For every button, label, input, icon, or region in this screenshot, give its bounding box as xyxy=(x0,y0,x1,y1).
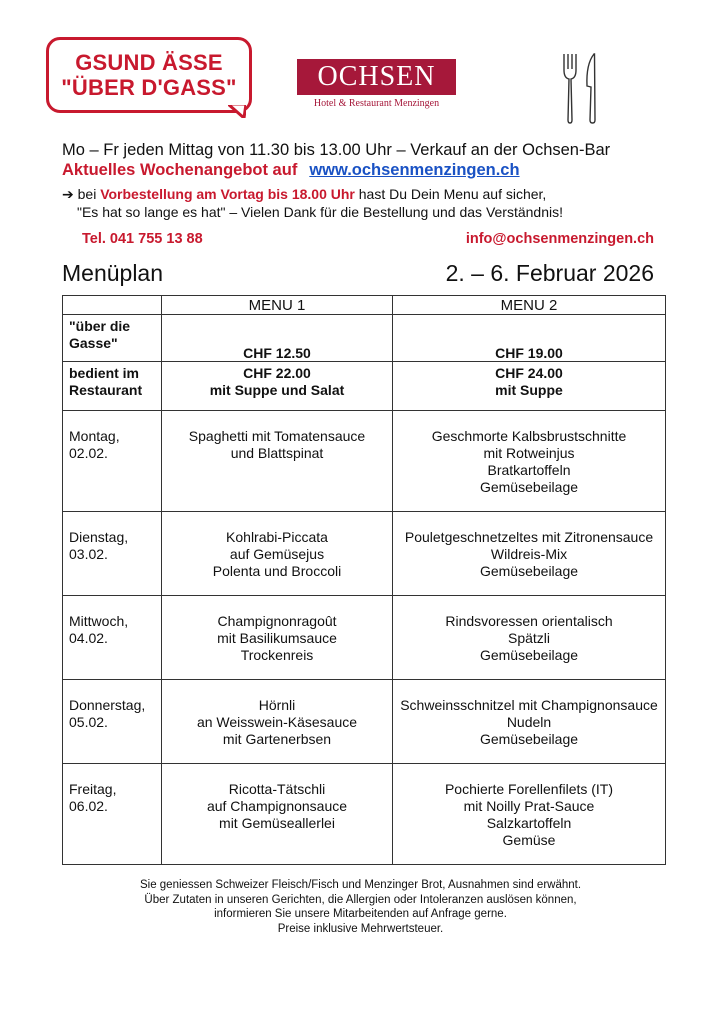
restaurant-price-row xyxy=(63,362,666,411)
menu-table xyxy=(62,295,666,865)
table-row xyxy=(63,411,666,512)
table-row xyxy=(63,764,666,865)
email-link[interactable]: info@ochsenmenzingen.ch xyxy=(465,231,654,247)
gsund-asse-badge xyxy=(46,37,252,113)
weekly-offer-line xyxy=(62,161,520,180)
logo-name: OCHSEN xyxy=(317,61,436,92)
friday-menu-1: Ricotta-Tätschli auf Champignonsauce mit Gemüseallerlei xyxy=(162,764,393,865)
day-label-wednesday: Mittwoch, 04.02. xyxy=(63,596,162,680)
footer-notes xyxy=(0,878,721,936)
restaurant-label: bedient im Restaurant xyxy=(63,362,162,411)
header-menu-1: MENU 1 xyxy=(162,296,393,315)
day-label-friday: Freitag, 06.02. xyxy=(63,764,162,865)
preorder-line xyxy=(62,186,546,203)
weekly-offer-label: Aktuelles Wochenangebot auf xyxy=(62,161,298,179)
badge-line-2: "ÜBER D'GASS" xyxy=(61,75,237,100)
fork-knife-icon xyxy=(558,52,604,124)
footer-line-2: Über Zutaten in unseren Gerichten, die Allergien oder Intoleranzen auslösen können, xyxy=(144,893,577,906)
badge-tail-shape xyxy=(228,104,246,118)
header-menu-2: MENU 2 xyxy=(393,296,666,315)
street-price-menu-2: CHF 19.00 xyxy=(393,315,666,362)
right-arrow-icon: ➔ xyxy=(62,186,74,202)
tuesday-menu-2: Pouletgeschnetzeltes mit Zitronensauce Wildreis-Mix Gemüsebeilage xyxy=(393,512,666,596)
tuesday-menu-1: Kohlrabi-Piccata auf Gemüsejus Polenta und Broccoli xyxy=(162,512,393,596)
street-label: "über die Gasse" xyxy=(63,315,162,362)
ochsen-logo xyxy=(297,59,456,95)
preorder-prefix: bei xyxy=(77,186,97,202)
table-header-row xyxy=(63,296,666,315)
page-title: Menüplan xyxy=(62,260,164,286)
street-price-row xyxy=(63,315,666,362)
preorder-deadline: Vorbestellung am Vortag bis 18.00 Uhr xyxy=(100,186,355,202)
logo-subtitle: Hotel & Restaurant Menzingen xyxy=(313,98,440,109)
table-row xyxy=(63,512,666,596)
day-label-tuesday: Dienstag, 03.02. xyxy=(63,512,162,596)
day-label-thursday: Donnerstag, 05.02. xyxy=(63,680,162,764)
table-row xyxy=(63,596,666,680)
day-label-monday: Montag, 02.02. xyxy=(63,411,162,512)
thursday-menu-2: Schweinsschnitzel mit Champignonsauce Nudeln Gemüsebeilage xyxy=(393,680,666,764)
table-row xyxy=(63,680,666,764)
footer-line-1: Sie geniessen Schweizer Fleisch/Fisch und Menzinger Brot, Ausnahmen sind erwähnt. xyxy=(139,879,582,891)
restaurant-price-menu-2: CHF 24.00 mit Suppe xyxy=(393,362,666,411)
preorder-rest: hast Du Dein Menu auf sicher, xyxy=(358,186,547,202)
street-price-menu-1: CHF 12.50 xyxy=(162,315,393,362)
footer-line-3: informieren Sie unsere Mitarbeitenden auf Anfrage gerne. xyxy=(214,908,507,920)
opening-hours-text: Mo – Fr jeden Mittag von 11.30 bis 13.00 Uhr – Verkauf an der Ochsen-Bar xyxy=(62,141,611,159)
friday-menu-2: Pochierte Forellenfilets (IT) mit Noilly Prat-Sauce Salzkartoffeln Gemüse xyxy=(393,764,666,865)
monday-menu-2: Geschmorte Kalbsbrustschnitte mit Rotweinjus Bratkartoffeln Gemüsebeilage xyxy=(393,411,666,512)
week-date-range: 2. – 6. Februar 2026 xyxy=(445,260,654,286)
restaurant-price-menu-1: CHF 22.00 mit Suppe und Salat xyxy=(162,362,393,411)
badge-line-1: GSUND ÄSSE xyxy=(75,50,223,75)
footer-line-4: Preise inklusive Mehrwertsteuer. xyxy=(277,922,444,935)
thursday-menu-1: Hörnli an Weisswein-Käsesauce mit Gartenerbsen xyxy=(162,680,393,764)
header-empty-cell xyxy=(63,296,162,315)
phone-number[interactable]: Tel. 041 755 13 88 xyxy=(82,231,203,247)
wednesday-menu-2: Rindsvoressen orientalisch Spätzli Gemüsebeilage xyxy=(393,596,666,680)
thanks-text: "Es hat so lange es hat" – Vielen Dank für die Bestellung und das Verständnis! xyxy=(77,204,563,220)
website-link[interactable]: www.ochsenmenzingen.ch xyxy=(309,161,520,179)
monday-menu-1: Spaghetti mit Tomatensauce und Blattspinat xyxy=(162,411,393,512)
wednesday-menu-1: Champignonragoût mit Basilikumsauce Trockenreis xyxy=(162,596,393,680)
